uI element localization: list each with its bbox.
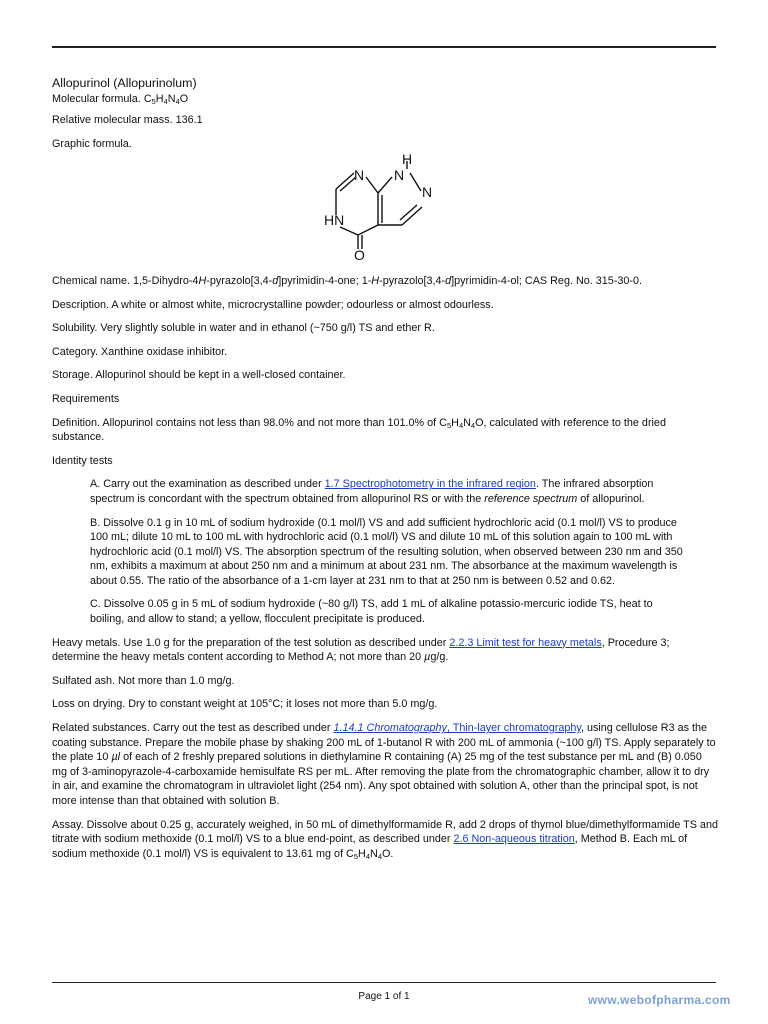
assay-h-count: 4 xyxy=(365,851,371,861)
test-a xyxy=(52,477,718,506)
chemical-name-label: Chemical name. xyxy=(52,274,131,287)
assay-n-count: 4 xyxy=(377,851,383,861)
molecular-formula xyxy=(52,92,718,107)
structural-formula xyxy=(306,153,466,263)
heavy-metals xyxy=(52,636,718,665)
chemical-name-italic-3: H xyxy=(371,274,380,287)
top-rule xyxy=(52,46,716,48)
assay-text-2: , Method B. Each mL of sodium methoxide (0.1 mol/l) VS is equivalent to 13.61 mg of C xyxy=(52,833,688,860)
test-a-italic: reference spectrum xyxy=(484,492,578,505)
solubility-text: Very slightly soluble in water and in ethanol (~750 g/l) TS and ether R. xyxy=(100,322,435,335)
requirements-heading: Requirements xyxy=(52,392,120,405)
related-substances-text-1: Carry out the test as described under xyxy=(152,722,331,735)
chemical-name-text-1: 1,5-Dihydro-4 xyxy=(133,274,199,287)
definition xyxy=(52,416,718,445)
page-number: Page 1 of 1 xyxy=(358,991,410,1002)
storage-text: Allopurinol should be kept in a well-closed container. xyxy=(95,369,346,382)
heavy-metals-mu: µ xyxy=(424,651,431,664)
assay-c-count: 5 xyxy=(353,851,359,861)
definition-label: Definition. xyxy=(52,416,101,429)
link-heavy-metals-test[interactable]: 2.2.3 Limit test for heavy metals xyxy=(449,636,602,649)
formula-n: N xyxy=(167,92,176,105)
link-non-aqueous-titration[interactable]: 2.6 Non-aqueous titration xyxy=(453,833,575,846)
loss-on-drying-label: Loss on drying. xyxy=(52,698,126,711)
molecular-formula-label: Molecular formula. xyxy=(52,92,141,105)
chemical-name-italic-2: d xyxy=(272,274,279,287)
related-substances-mu: µl xyxy=(111,751,121,764)
related-substances-label: Related substances. xyxy=(52,722,150,735)
definition-text-2: O, calculated with reference to the dried substance. xyxy=(52,416,666,444)
definition-c-count: 5 xyxy=(446,420,452,430)
assay-label: Assay. xyxy=(52,818,84,831)
formula-h-count: 4 xyxy=(163,96,168,106)
atom-hn: HN xyxy=(324,212,345,229)
chemical-name xyxy=(52,274,718,289)
relative-mass-value: 136.1 xyxy=(175,114,203,127)
description-text: A white or almost white, microcrystalline powder; odourless or almost odourless. xyxy=(111,298,494,311)
test-a-text-1: A. Carry out the examination as described under xyxy=(90,478,322,491)
category xyxy=(52,345,718,360)
link-infrared-spectrophotometry[interactable]: 1.7 Spectrophotometry in the infrared region xyxy=(324,478,536,491)
link-chromatography-rest: , Thin-layer chromatography xyxy=(446,722,581,735)
definition-text-1: Allopurinol contains not less than 98.0% and not more than 101.0% of C xyxy=(102,416,447,429)
related-substances-text-2: , using cellulose R3 as the coating substance. Prepare the mobile phase by shaking 200 mL of 1-butanol R with 200 mL of ammonia (~100 g/l) TS. Apply separately to the plate 10 xyxy=(52,722,716,764)
link-chromatography[interactable] xyxy=(334,722,581,734)
storage xyxy=(52,368,718,383)
definition-h: H xyxy=(451,416,459,429)
solubility-label: Solubility. xyxy=(52,322,98,335)
test-b: B. Dissolve 0.1 g in 10 mL of sodium hydroxide (0.1 mol/l) VS and add sufficient hydrochloric acid (0.1 mol/l) VS to produce 100 mL; dilute 10 mL to 100 mL with hydrochloric acid (0.1 mol/l) VS and dilute 10 mL of this solution again to 100 mL with hydrochloric acid (0.1 mol/l) VS. The absorption spectrum of the resulting solution, when observed between 230 nm and 350 nm, exhibits a maximum at about 250 nm and a minimum at about 231 nm. The absorbance at the maximum wavelength is about 0.55. The ratio of the absorbance of a 1-cm layer at 231 nm to that at 250 nm is between 0.52 and 0.62. xyxy=(90,516,683,587)
definition-n-count: 4 xyxy=(470,420,476,430)
assay xyxy=(52,818,718,862)
formula-c: C xyxy=(143,92,152,105)
definition-n: N xyxy=(463,416,471,429)
chemical-name-text-2: -pyrazolo[3,4- xyxy=(206,274,273,287)
sulfated-ash-label: Sulfated ash. xyxy=(52,674,116,687)
definition-h-count: 4 xyxy=(458,420,464,430)
chemical-name-text-5: ]pyrimidin-4-ol; CAS Reg. No. 315-30-0. xyxy=(451,274,642,287)
heavy-metals-label: Heavy metals. xyxy=(52,636,121,649)
description-label: Description. xyxy=(52,298,110,311)
relative-mass xyxy=(52,113,718,128)
assay-text-3: O. xyxy=(382,847,394,860)
atom-h: H xyxy=(402,153,413,168)
chemical-name-italic-4: d xyxy=(445,274,452,287)
formula-c-count: 5 xyxy=(151,96,156,106)
relative-mass-label: Relative molecular mass. xyxy=(52,114,173,127)
related-substances-text-3: of each of 2 freshly prepared solutions in diethylamine R containing (A) 25 mg of the test substance per mL and (B) 0.050 mg of 3-aminopyrazole-4-carboxamide hemisulfate RS per mL. After removing the plate from the chromatographic chamber, allow it to dry in air, and examine the chromatogram in ultraviolet light (254 nm). Any spot obtained with solution A, other than the principal spot, is not more intense than that obtained with solution B. xyxy=(52,751,710,807)
loss-on-drying-text: Dry to constant weight at 105°C; it loses not more than 5.0 mg/g. xyxy=(128,698,438,711)
related-substances xyxy=(52,721,718,809)
link-chromatography-italic: 1.14.1 Chromatography xyxy=(333,722,447,735)
category-label: Category. xyxy=(52,345,99,358)
heavy-metals-text-1: Use 1.0 g for the preparation of the test solution as described under xyxy=(123,636,447,649)
assay-n: N xyxy=(370,847,378,860)
storage-label: Storage. xyxy=(52,369,93,382)
identity-tests-heading: Identity tests xyxy=(52,454,113,467)
bottom-rule xyxy=(52,982,716,983)
heavy-metals-text-3: g/g. xyxy=(430,651,449,664)
formula-o: O xyxy=(179,92,189,105)
chemical-name-italic-1: H xyxy=(198,274,207,287)
formula-h: H xyxy=(155,92,164,105)
category-text: Xanthine oxidase inhibitor. xyxy=(101,345,228,358)
atom-n-right: N xyxy=(422,184,433,201)
formula-n-count: 4 xyxy=(175,96,180,106)
atom-n-top-left: N xyxy=(354,167,365,184)
test-c: C. Dissolve 0.05 g in 5 mL of sodium hydroxide (~80 g/l) TS, add 1 mL of alkaline potassio-mercuric iodide TS, heat to boiling, and allow to stand; a yellow, flocculent precipitate is produced. xyxy=(90,598,653,626)
solubility xyxy=(52,321,718,336)
assay-h: H xyxy=(358,847,366,860)
atom-o: O xyxy=(354,247,365,264)
heavy-metals-text-2: , Procedure 3; determine the heavy metals content according to Method A; not more than 20 xyxy=(52,636,670,664)
assay-text-1: Dissolve about 0.25 g, accurately weighed, in 50 mL of dimethylformamide R, add 2 drops of thymol blue/dimethylformamide TS and titrate with sodium methoxide (0.1 mol/l) VS to a blue end-point, as described under xyxy=(52,818,718,846)
test-a-text-2: . The infrared absorption spectrum is concordant with the spectrum obtained from allopurinol RS or with the xyxy=(90,478,654,505)
description xyxy=(52,298,718,313)
monograph xyxy=(52,76,718,870)
test-a-text-3: of allopurinol. xyxy=(580,492,645,505)
atom-n-top: N xyxy=(394,167,405,184)
sulfated-ash-text: Not more than 1.0 mg/g. xyxy=(118,674,235,687)
page-title: Allopurinol (Allopurinolum) xyxy=(52,76,197,90)
loss-on-drying xyxy=(52,697,718,712)
sulfated-ash xyxy=(52,674,718,689)
chemical-name-text-3: ]pyrimidin-4-one; 1- xyxy=(278,274,372,287)
watermark: www.webofpharma.com xyxy=(588,993,731,1007)
graphic-formula-label: Graphic formula. xyxy=(52,137,132,150)
chemical-name-text-4: -pyrazolo[3,4- xyxy=(379,274,446,287)
